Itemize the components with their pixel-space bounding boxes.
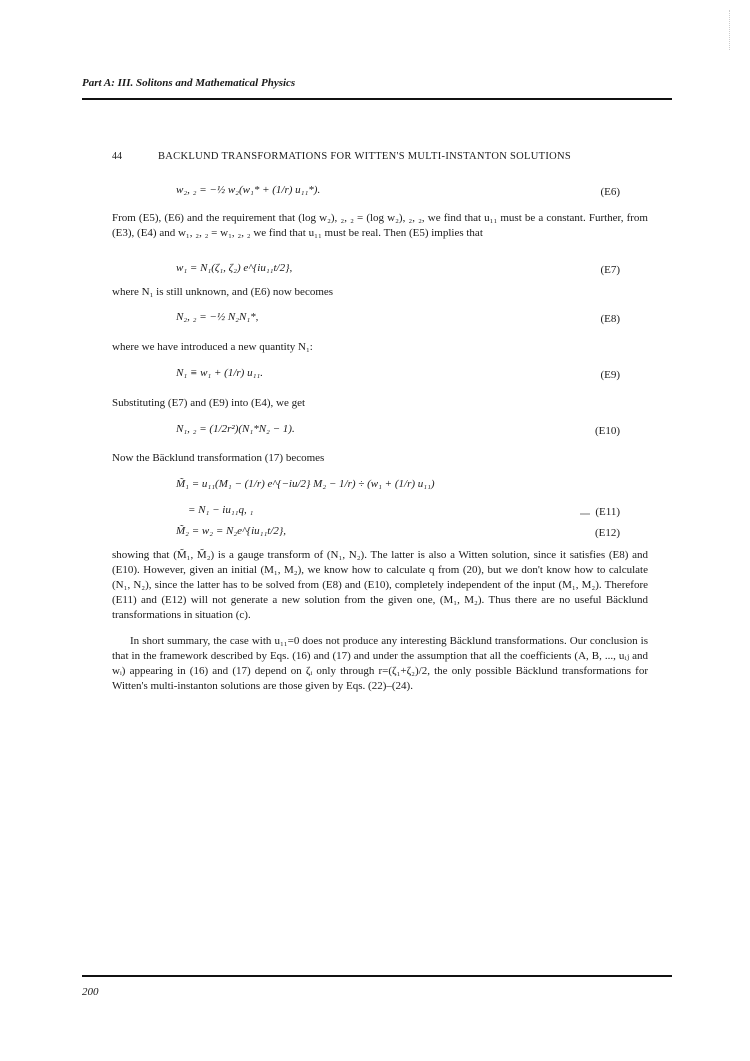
- equation-e11-label: (E11): [595, 506, 620, 518]
- equation-e10: N₁, ₂ = (1/2r²)(N₁*N₂ − 1).: [176, 423, 295, 435]
- paragraph-1: From (E5), (E6) and the requirement that (log w₂), ₂, ₂ = (log w₂), ₂, ₂, we find that u₁₁ must be a constant. Further, from (E3), (E4) and w₁, ₂, ₂ = w₁, ₂, ₂ we find that u₁₁ must be real. Then (E5) implies that: [112, 212, 648, 239]
- equation-e11-line1: M̃₁ = u₁₁(M₁ − (1/r) e^{−iu/2} M₂ − 1/r) ÷ (w₁ + (1/r) u₁₁): [176, 478, 435, 490]
- paragraph-6: showing that (M̃₁, M̃₂) is a gauge transform of (N₁, N₂). The latter is also a Witten solution, since it satisfies (E8) and (E10). However, given an initial (M₁, M₂), we know how to calculate q from (20), but we don't know how to calculate (N₁, N₂), since the latter has to be solved from (E8) and (E10), completely independent of the input (M₁, M₂). Therefore (E11) and (E12) will not generate a new solution from the given one, (M₁, M₂). Thus there are no useful Bäcklund transformations in situation (c).: [112, 549, 648, 621]
- running-head: Part A: III. Solitons and Mathematical Physics: [82, 77, 296, 89]
- equation-e12-label: (E12): [594, 527, 620, 539]
- article-header-title: BACKLUND TRANSFORMATIONS FOR WITTEN'S MULTI-INSTANTON SOLUTIONS: [158, 151, 572, 162]
- paragraph-7: In short summary, the case with u₁₁=0 does not produce any interesting Bäcklund transformations. Our conclusion is that in the framework described by Eqs. (16) and (17) and under the assumption that all the coefficients (A, B, ..., uᵢⱼ and wᵢ) appearing in (16) and (17) depend on ζᵢ only through r=(ζ₁+ζ₂)/2, the only possible Bäcklund transformations for Witten's multi-instanton solutions are those given by Eqs. (22)–(24).: [112, 635, 648, 692]
- paragraph-5: Now the Bäcklund transformation (17) becomes: [112, 452, 325, 464]
- equation-e9: N₁ ≡ w₁ + (1/r) u₁₁.: [176, 367, 263, 379]
- equation-e9-label: (E9): [600, 369, 620, 381]
- equation-e11-line2: = N₁ − iu₁₁q, ₁: [188, 504, 254, 516]
- equation-e6: w₂, ₂ = −½ w₂(w₁* + (1/r) u₁₁*).: [176, 184, 321, 196]
- paragraph-3: where we have introduced a new quantity N₁:: [112, 341, 313, 353]
- paragraph-4: Substituting (E7) and (E9) into (E4), we get: [112, 397, 306, 409]
- top-rule: [82, 98, 672, 100]
- bottom-rule: [82, 975, 672, 977]
- edge-marks: [729, 10, 732, 50]
- equation-e6-label: (E6): [600, 186, 620, 198]
- inner-page-number: 44: [112, 151, 122, 162]
- paragraph-2: where N₁ is still unknown, and (E6) now becomes: [112, 286, 334, 298]
- equation-e8-label: (E8): [600, 313, 620, 325]
- folio-page-number: 200: [82, 986, 99, 998]
- equation-e12: M̃₂ = w₂ = N₂e^{iu₁₁t/2},: [176, 525, 287, 537]
- equation-e7-label: (E7): [600, 264, 620, 276]
- equation-e7: w₁ = N₁(ζ₁, ζ₂) e^{iu₁₁t/2},: [176, 262, 293, 274]
- scan-mark: [580, 513, 590, 515]
- equation-e8: N₂, ₂ = −½ N₂N₁*,: [176, 311, 259, 323]
- equation-e10-label: (E10): [594, 425, 620, 437]
